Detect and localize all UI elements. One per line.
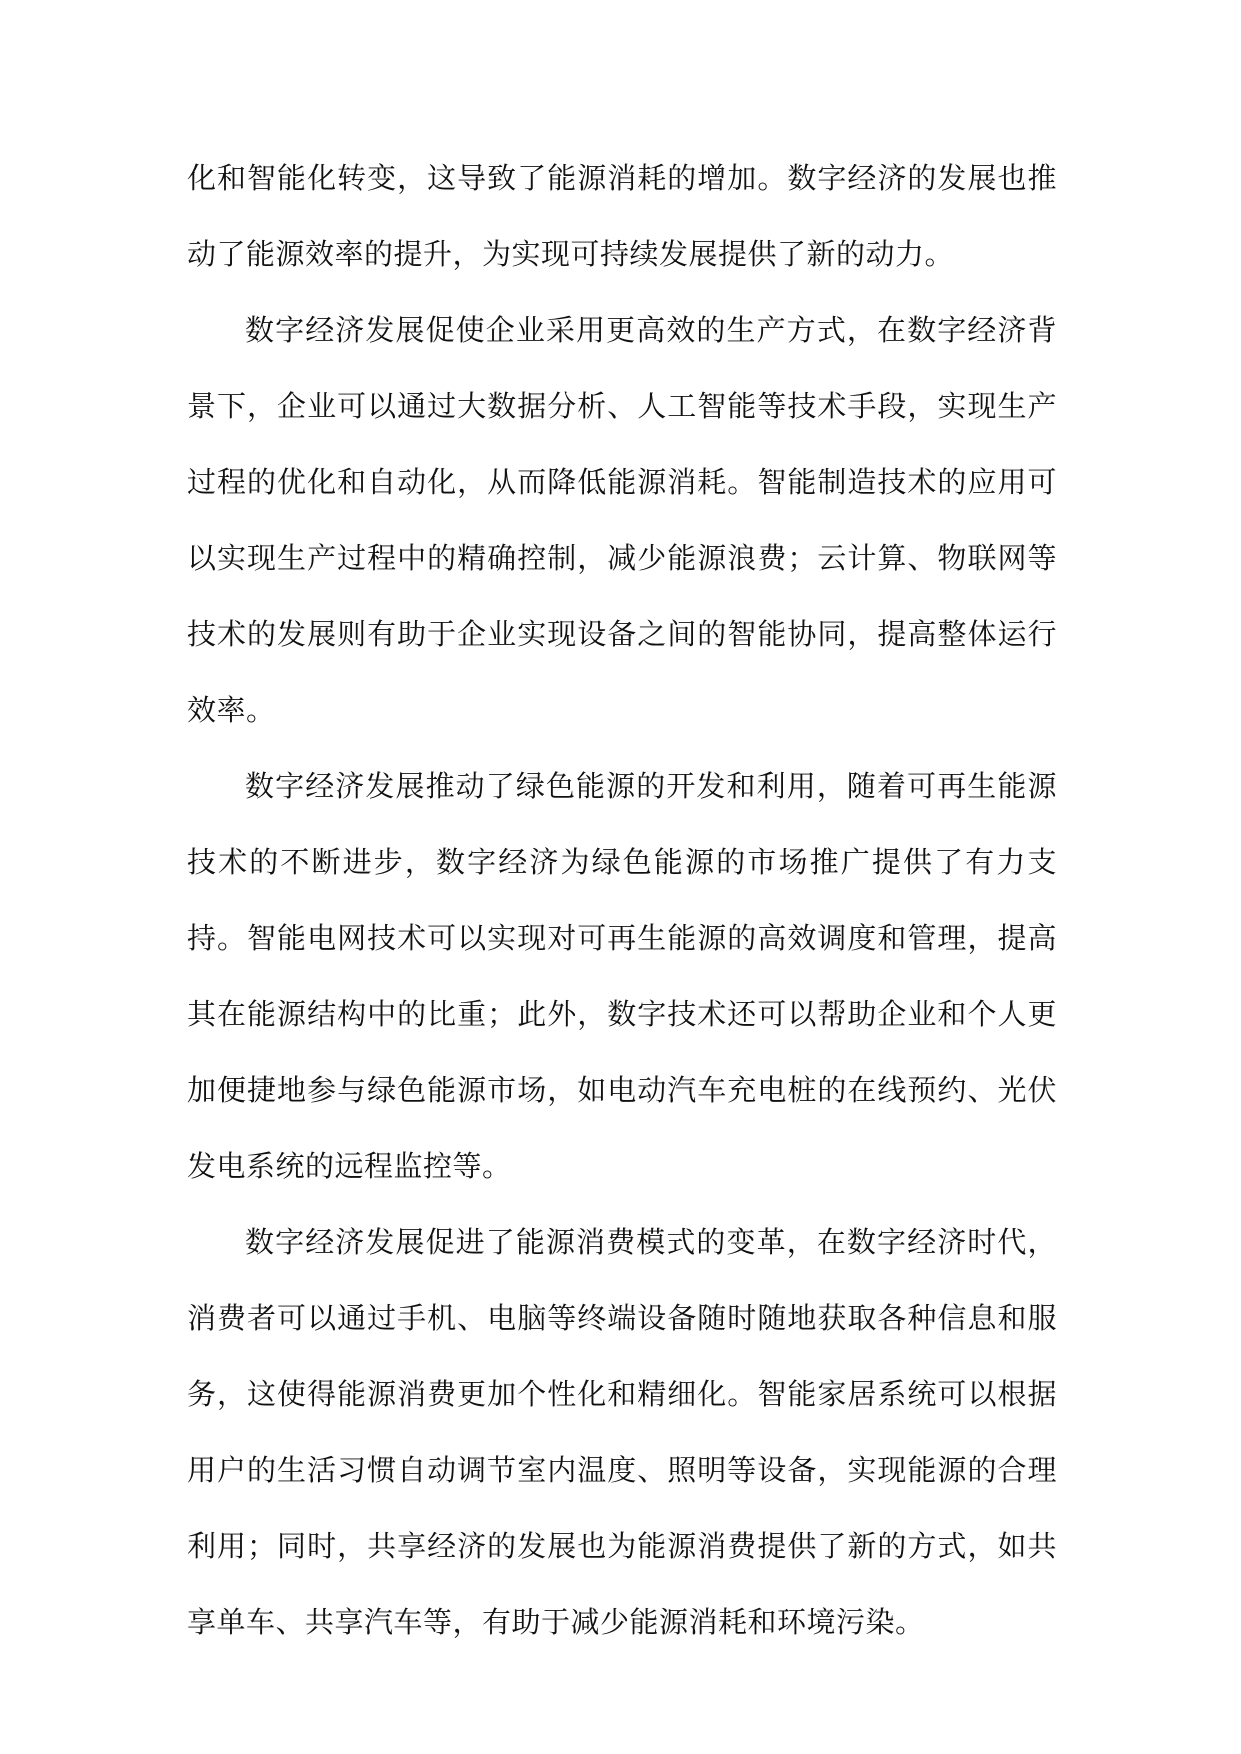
paragraph-production-efficiency: 数字经济发展促使企业采用更高效的生产方式，在数字经济背景下，企业可以通过大数据分析、人工智能等技术手段，实现生产过程的优化和自动化，从而降低能源消耗。智能制造技术的应用可以实现生产过程中的精确控制，减少能源浪费；云计算、物联网等技术的发展则有助于企业实现设备之间的智能协同，提高整体运行效率。 <box>187 313 1057 727</box>
paragraph-consumption-model: 数字经济发展促进了能源消费模式的变革，在数字经济时代，消费者可以通过手机、电脑等终端设备随时随地获取各种信息和服务，这使得能源消费更加个性化和精细化。智能家居系统可以根据用户的生活习惯自动调节室内温度、照明等设备，实现能源的合理利用；同时，共享经济的发展也为能源消费提供了新的方式，如共享单车、共享汽车等，有助于减少能源消耗和环境污染。 <box>187 1225 1057 1639</box>
paragraph-green-energy: 数字经济发展推动了绿色能源的开发和利用，随着可再生能源技术的不断进步，数字经济为绿色能源的市场推广提供了有力支持。智能电网技术可以实现对可再生能源的高效调度和管理，提高其在能源结构中的比重；此外，数字技术还可以帮助企业和个人更加便捷地参与绿色能源市场，如电动汽车充电桩的在线预约、光伏发电系统的远程监控等。 <box>187 769 1057 1183</box>
paragraph-continuation: 化和智能化转变，这导致了能源消耗的增加。数字经济的发展也推动了能源效率的提升，为实现可持续发展提供了新的动力。 <box>187 161 1057 271</box>
document-body <box>187 140 1057 1660</box>
